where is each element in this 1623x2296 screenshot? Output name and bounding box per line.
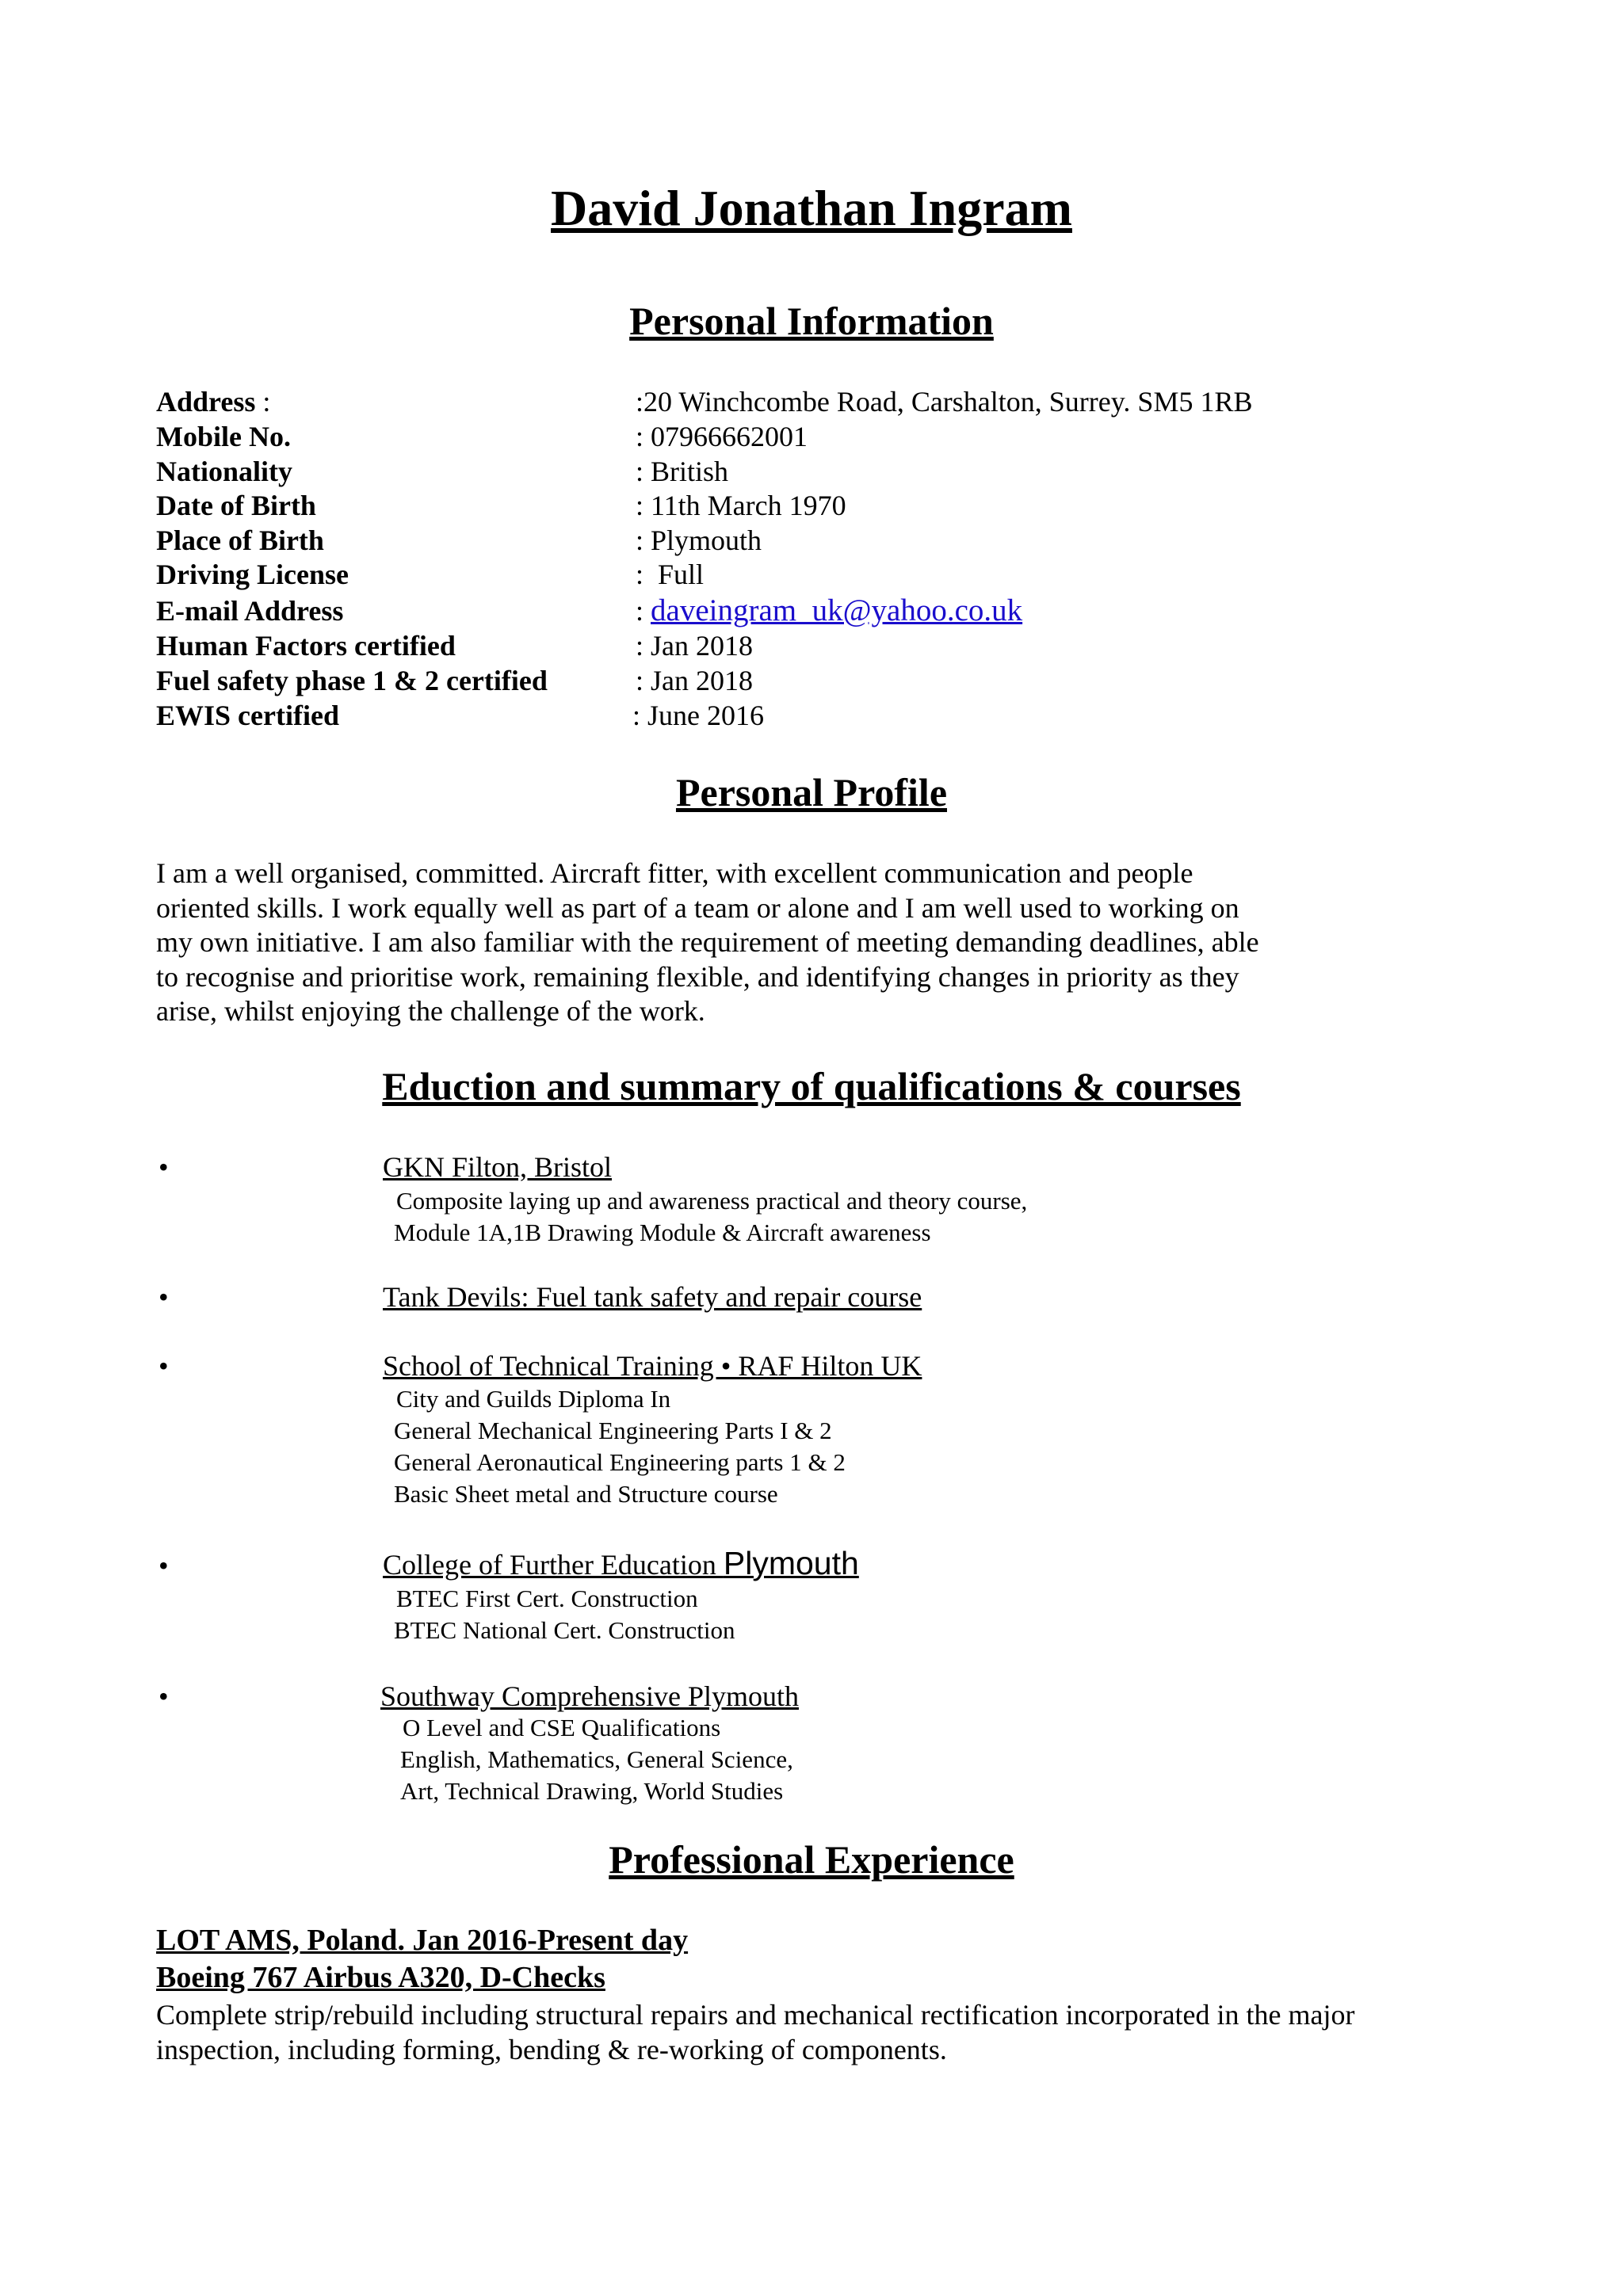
- education-detail: English, Mathematics, General Science,: [400, 1745, 793, 1773]
- label-email: E-mail Address: [156, 595, 344, 627]
- bullet: •: [158, 1281, 169, 1313]
- value-fuel-safety: : Jan 2018: [636, 665, 753, 696]
- job-description-line: inspection, including forming, bending & re-working of components.: [156, 2034, 947, 2065]
- section-heading-experience: Professional Experience: [609, 1837, 1014, 1882]
- value-human-factors: : Jan 2018: [636, 630, 753, 662]
- label-human-factors: Human Factors certified: [156, 630, 456, 662]
- education-detail: Basic Sheet metal and Structure course: [394, 1480, 778, 1508]
- job-aircraft: Boeing 767 Airbus A320, D-Checks: [156, 1961, 605, 1994]
- education-detail: Art, Technical Drawing, World Studies: [400, 1777, 784, 1805]
- job-description-line: Complete strip/rebuild including structural repairs and mechanical rectification incorporated in the major: [156, 1999, 1355, 2031]
- label-driving-license: Driving License: [156, 559, 349, 590]
- education-institution: Southway Comprehensive Plymouth: [380, 1680, 799, 1712]
- bullet: •: [158, 1550, 169, 1581]
- value-driving-license: : Full: [636, 559, 705, 590]
- education-detail: BTEC First Cert. Construction: [396, 1585, 698, 1612]
- bullet: •: [158, 1680, 169, 1712]
- label-date-of-birth: Date of Birth: [156, 490, 316, 521]
- education-institution: GKN Filton, Bristol: [383, 1151, 613, 1183]
- profile-line: my own initiative. I am also familiar with the requirement of meeting demanding deadlines, able: [156, 926, 1259, 958]
- bullet: •: [158, 1151, 169, 1183]
- value-email: : daveingram_uk@yahoo.co.uk: [636, 593, 1023, 627]
- bullet: •: [158, 1350, 169, 1382]
- section-heading-personal-info: Personal Information: [629, 299, 994, 343]
- label-mobile: Mobile No.: [156, 421, 291, 452]
- label-address: Address :: [156, 386, 271, 418]
- value-place-of-birth: : Plymouth: [636, 524, 762, 556]
- value-ewis: : June 2016: [632, 700, 764, 731]
- education-detail: BTEC National Cert. Construction: [394, 1616, 735, 1644]
- label-fuel-safety: Fuel safety phase 1 & 2 certified: [156, 665, 548, 696]
- education-detail: Composite laying up and awareness practical and theory course,: [396, 1187, 1028, 1215]
- education-detail: O Level and CSE Qualifications: [403, 1714, 721, 1741]
- profile-line: to recognise and prioritise work, remaining flexible, and identifying changes in priority as they: [156, 961, 1239, 993]
- education-detail: Module 1A,1B Drawing Module & Aircraft awareness: [394, 1219, 931, 1246]
- profile-line: oriented skills. I work equally well as part of a team or alone and I am well used to working on: [156, 892, 1239, 924]
- education-detail: General Aeronautical Engineering parts 1 & 2: [394, 1448, 846, 1476]
- profile-line: I am a well organised, committed. Aircraft fitter, with excellent communication and people: [156, 857, 1193, 889]
- education-institution: School of Technical Training • RAF Hilton UK: [383, 1350, 922, 1382]
- label-ewis: EWIS certified: [156, 700, 339, 731]
- value-address: :20 Winchcombe Road, Carshalton, Surrey. SM5 1RB: [636, 386, 1253, 418]
- value-date-of-birth: : 11th March 1970: [636, 490, 846, 521]
- resume-name: David Jonathan Ingram: [551, 180, 1072, 236]
- section-heading-profile: Personal Profile: [675, 770, 948, 814]
- education-institution: Tank Devils: Fuel tank safety and repair course: [383, 1281, 922, 1313]
- education-detail: General Mechanical Engineering Parts I & 2: [394, 1417, 832, 1444]
- education-detail: City and Guilds Diploma In: [396, 1385, 671, 1413]
- education-institution: College of Further Education Plymouth: [383, 1545, 859, 1581]
- label-place-of-birth: Place of Birth: [156, 524, 324, 556]
- label-nationality: Nationality: [156, 456, 293, 487]
- value-mobile: : 07966662001: [636, 421, 808, 452]
- profile-line: arise, whilst enjoying the challenge of the work.: [156, 995, 705, 1027]
- email-link[interactable]: daveingram_uk@yahoo.co.uk: [651, 593, 1023, 627]
- section-heading-education: Eduction and summary of qualifications & courses: [382, 1064, 1241, 1108]
- value-nationality: : British: [636, 456, 729, 487]
- job-employer: LOT AMS, Poland. Jan 2016-Present day: [156, 1924, 689, 1957]
